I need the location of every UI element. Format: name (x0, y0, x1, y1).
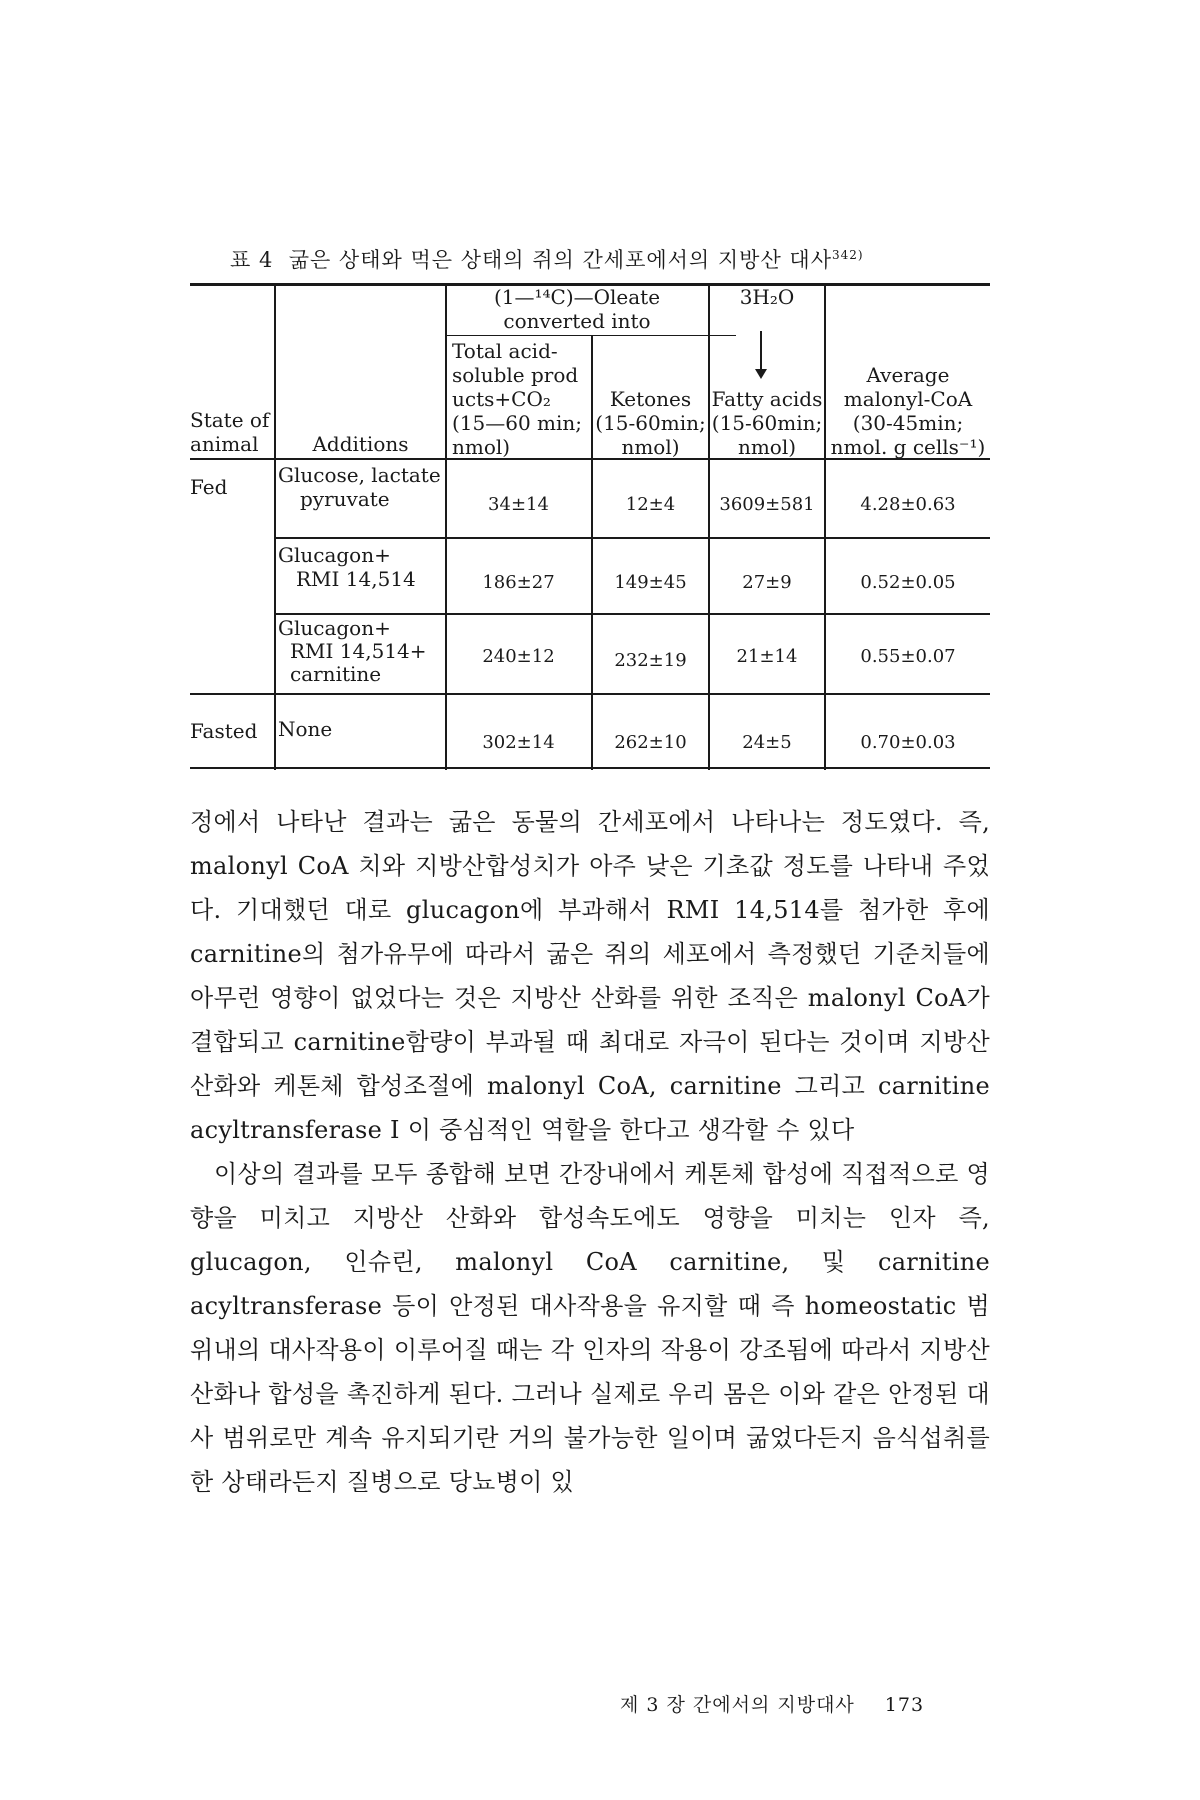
page-footer (620, 1690, 924, 1717)
table-reference: 342) (832, 248, 864, 262)
row4-fatty: 24±5 (742, 732, 792, 753)
header-oleate-group: (1—¹⁴C)—Oleate converted into (493, 285, 661, 333)
down-arrow-icon (760, 331, 762, 371)
metabolism-table (190, 283, 990, 770)
vline-additions (445, 283, 447, 770)
row4-additions: None (278, 717, 333, 741)
table-bottom-rule (190, 767, 990, 769)
row3-ketones: 232±19 (614, 650, 687, 671)
table-title: 굶은 상태와 먹은 상태의 쥐의 간세포에서의 지방산 대사 (288, 248, 832, 272)
row1-malonyl: 4.28±0.63 (860, 494, 956, 515)
header-fatty-acids: Fatty acids (15-60min; nmol) (711, 387, 823, 459)
row-rule-2 (275, 613, 990, 615)
paragraph-2: 이상의 결과를 모두 종합해 보면 간장내에서 케톤체 합성에 직접적으로 영향을 미치고 지방산 산화와 합성속도에도 영향을 미치는 인자 즉, glucagon, 인슈린, malonyl CoA carnitine, 및 carnitine acyltransferase 등이 안정된 대사작용을 유지할 때 즉 homeostatic 범위내의 대사작용이 이루어질 때는 각 인자의 작용이 강조됨에 따라서 지방산 산화나 합성을 촉진하게 된다. 그러나 실제로 우리 몸은 이와 같은 안정된 대사 범위로만 계속 유지되기란 거의 불가능한 일이며 굶었다든지 음식섭취를 한 상태라든지 질병으로 당뇨병이 있 (190, 1160, 990, 1496)
row-rule-3 (190, 693, 990, 695)
row2-ketones: 149±45 (614, 572, 687, 593)
row2-total: 186±27 (482, 572, 555, 593)
table-caption (230, 244, 864, 274)
header-additions: Additions (312, 432, 409, 456)
table-label: 표 4 (230, 248, 274, 272)
row4-ketones: 262±10 (614, 732, 687, 753)
header-total-acid: Total acid- soluble prod ucts+CO₂ (15—60 min; nmol) (452, 339, 583, 459)
row3-fatty: 21±14 (736, 646, 798, 667)
row-rule-1 (275, 537, 990, 539)
row1-additions: Glucose, lactate pyruvate (278, 463, 441, 511)
paragraph-1: 정에서 나타난 결과는 굶은 동물의 간세포에서 나타나는 정도였다. 즉, malonyl CoA 치와 지방산합성치가 아주 낮은 기초값 정도를 나타내 주었다. 기대했던 대로 glucagon에 부과해서 RMI 14,514를 첨가한 후에 carnitine의 첨가유무에 따라서 굶은 쥐의 세포에서 측정했던 기준치들에 아무런 영향이 없었다는 것은 지방산 산화를 위한 조직은 malonyl CoA가 결합되고 carnitine함량이 부과될 때 최대로 자극이 된다는 것이며 지방산 산화와 케톤체 합성조절에 malonyl CoA, carnitine 그리고 carnitine acyltransferase I 이 중심적인 역할을 한다고 생각할 수 있다 (190, 808, 990, 1144)
vline-ketones (708, 283, 710, 770)
row1-state: Fed (190, 475, 228, 499)
row4-state: Fasted (190, 719, 258, 743)
body-text (190, 800, 990, 1504)
row2-additions: Glucagon+ RMI 14,514 (278, 543, 416, 591)
row3-additions: Glucagon+ RMI 14,514+ carnitine (278, 616, 427, 686)
header-malonyl: Average malonyl-CoA (30-45min; nmol. g cells⁻¹) (830, 363, 986, 459)
row1-fatty: 3609±581 (719, 494, 815, 515)
row4-total: 302±14 (482, 732, 555, 753)
row2-malonyl: 0.52±0.05 (860, 572, 956, 593)
header-state: State of animal (190, 408, 270, 456)
page-number: 173 (884, 1694, 925, 1716)
vline-state (274, 283, 276, 770)
chapter-title: 제 3 장 간에서의 지방대사 (620, 1694, 855, 1716)
header-h2o: 3H₂O (739, 285, 795, 309)
row3-malonyl: 0.55±0.07 (860, 646, 956, 667)
vline-fatty (824, 283, 826, 770)
row2-fatty: 27±9 (742, 572, 792, 593)
row3-total: 240±12 (482, 646, 555, 667)
row1-ketones: 12±4 (625, 494, 676, 515)
row1-total: 34±14 (488, 494, 549, 515)
header-ketones: Ketones (15-60min; nmol) (595, 387, 706, 459)
row4-malonyl: 0.70±0.03 (860, 732, 956, 753)
